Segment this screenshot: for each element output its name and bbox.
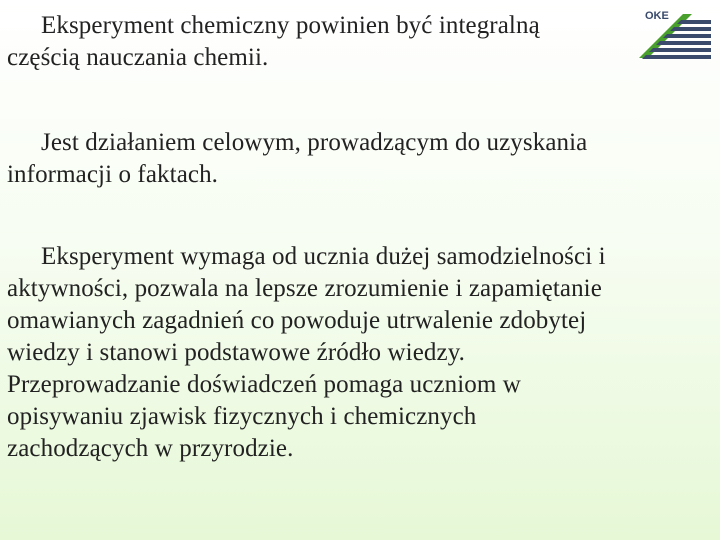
logo-text: OKE [645, 10, 669, 22]
paragraph-line: wiedzy i stanowi podstawowe źródło wiedzy. [7, 339, 466, 366]
logo-stripe [649, 48, 711, 52]
paragraph-line: aktywności, pozwala na lepsze zrozumienie i zapamiętanie [7, 275, 602, 302]
paragraph-line: Eksperyment wymaga od ucznia dużej samodzielności i [41, 243, 606, 270]
oke-logo-icon [637, 6, 713, 60]
paragraph-line: Eksperyment chemiczny powinien być integralną [41, 12, 540, 39]
paragraph-purposeful-action [7, 127, 697, 191]
logo-stripe [677, 20, 711, 24]
paragraph-line: Przeprowadzanie doświadczeń pomaga uczniom w [7, 371, 521, 398]
paragraph-line: Jest działaniem celowym, prowadzącym do uzyskania [41, 129, 588, 156]
paragraph-line: opisywaniu zjawisk fizycznych i chemicznych [7, 403, 477, 430]
paragraph-student-independence [7, 241, 707, 465]
paragraph-line: zachodzących w przyrodzie. [7, 435, 294, 462]
paragraph-integral-part [7, 10, 617, 74]
logo-stripe [663, 34, 711, 38]
logo-stripe [656, 41, 711, 45]
logo-stripe [670, 27, 711, 31]
paragraph-line: częścią nauczania chemii. [7, 44, 269, 71]
paragraph-line: omawianych zagadnień co powoduje utrwalenie zdobytej [7, 307, 587, 334]
logo-stripe [642, 55, 711, 59]
paragraph-line: informacji o faktach. [7, 161, 219, 188]
